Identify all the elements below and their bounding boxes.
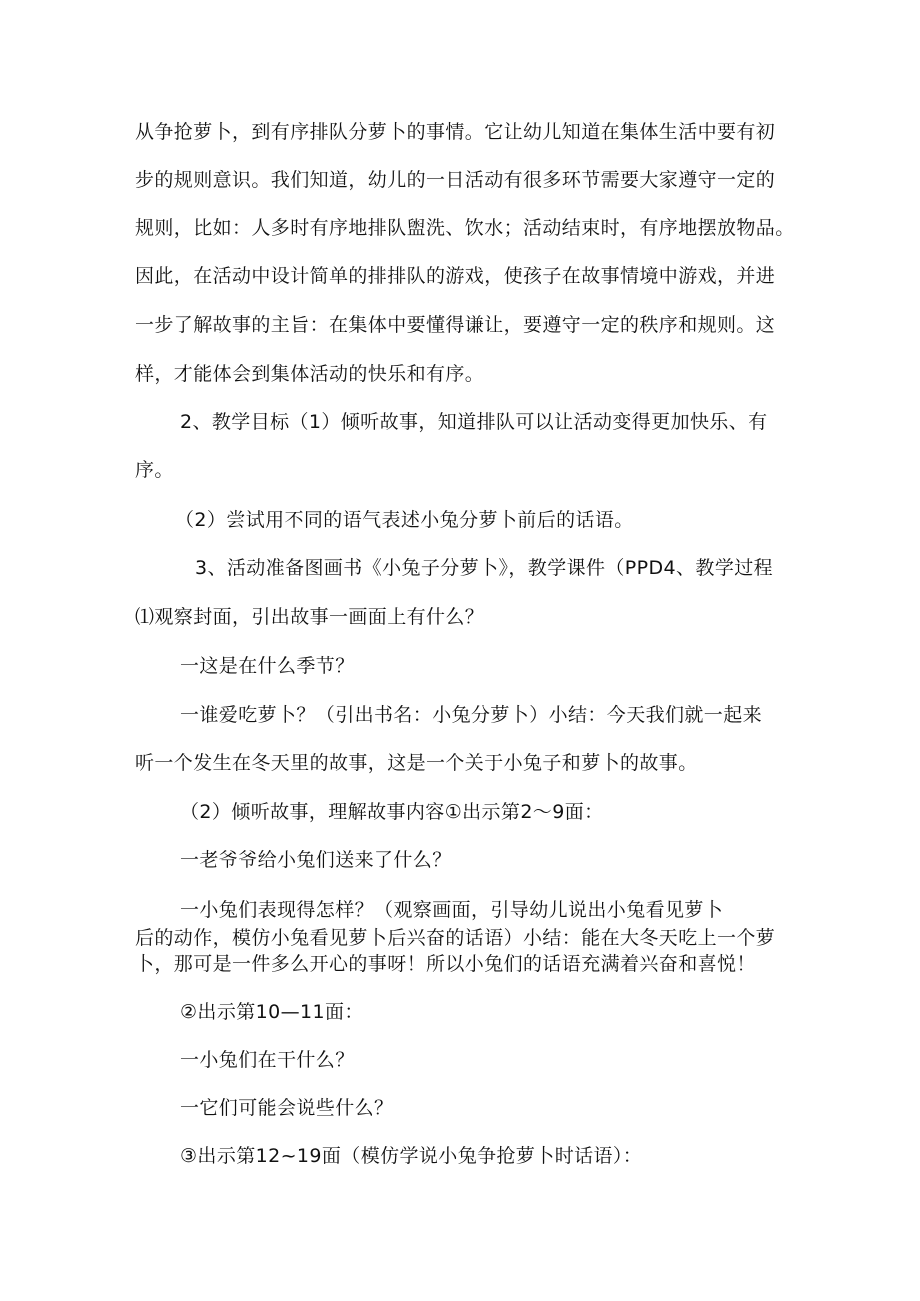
paragraph-line: 样，才能体会到集体活动的快乐和有序。 — [135, 363, 485, 385]
question-line: 一小兔们在干什么？ — [180, 1049, 355, 1071]
paragraph-line: 因此，在活动中设计简单的排排队的游戏，使孩子在故事情境中游戏，并进 — [135, 265, 776, 287]
paragraph-line: ③出示第12~19面（模仿学说小兔争抢萝卜时话语）： — [180, 1145, 643, 1167]
question-line: 一这是在什么季节？ — [180, 655, 355, 677]
paragraph-line: 后的动作，模仿小兔看见萝卜后兴奋的话语）小结：能在大冬天吃上一个萝 — [135, 927, 776, 949]
activity-preparation-line: 3、活动准备图画书《小兔子分萝卜》，教学课件（PPD4、教学过程 — [195, 557, 774, 579]
question-line: 一小兔们表现得怎样？（观察画面，引导幼儿说出小兔看见萝卜 — [180, 899, 724, 921]
paragraph-line: ⑴观察封面，引出故事一画面上有什么？ — [135, 606, 485, 628]
question-line: 一谁爱吃萝卜？（引出书名：小兔分萝卜）小结：今天我们就一起来 — [180, 704, 763, 726]
question-line: 一它们可能会说些什么？ — [180, 1097, 394, 1119]
paragraph-line: 卜，那可是一件多么开心的事呀！所以小兔们的话语充满着兴奋和喜悦！ — [135, 953, 756, 975]
teaching-goal-line: 2、教学目标（1）倾听故事，知道排队可以让活动变得更加快乐、有 — [180, 411, 768, 433]
paragraph-line: （2）尝试用不同的语气表述小兔分萝卜前后的话语。 — [175, 509, 634, 531]
paragraph-line: ②出示第10—11面： — [180, 1001, 364, 1023]
paragraph-line: 一步了解故事的主旨：在集体中要懂得谦让，要遵守一定的秩序和规则。这 — [135, 314, 776, 336]
paragraph-line: 序。 — [135, 459, 174, 481]
paragraph-line: （2）倾听故事，理解故事内容①出示第2～9面： — [180, 801, 604, 823]
question-line: 一老爷爷给小兔们送来了什么？ — [180, 849, 452, 871]
paragraph-line: 听一个发生在冬天里的故事，这是一个关于小兔子和萝卜的故事。 — [135, 752, 698, 774]
paragraph-line: 从争抢萝卜，到有序排队分萝卜的事情。它让幼儿知道在集体生活中要有初 — [135, 121, 776, 143]
paragraph-line: 步的规则意识。我们知道，幼儿的一日活动有很多环节需要大家遵守一定的 — [135, 169, 776, 191]
paragraph-line: 规则，比如：人多时有序地排队盥洗、饮水；活动结束时，有序地摆放物品。 — [135, 217, 795, 239]
